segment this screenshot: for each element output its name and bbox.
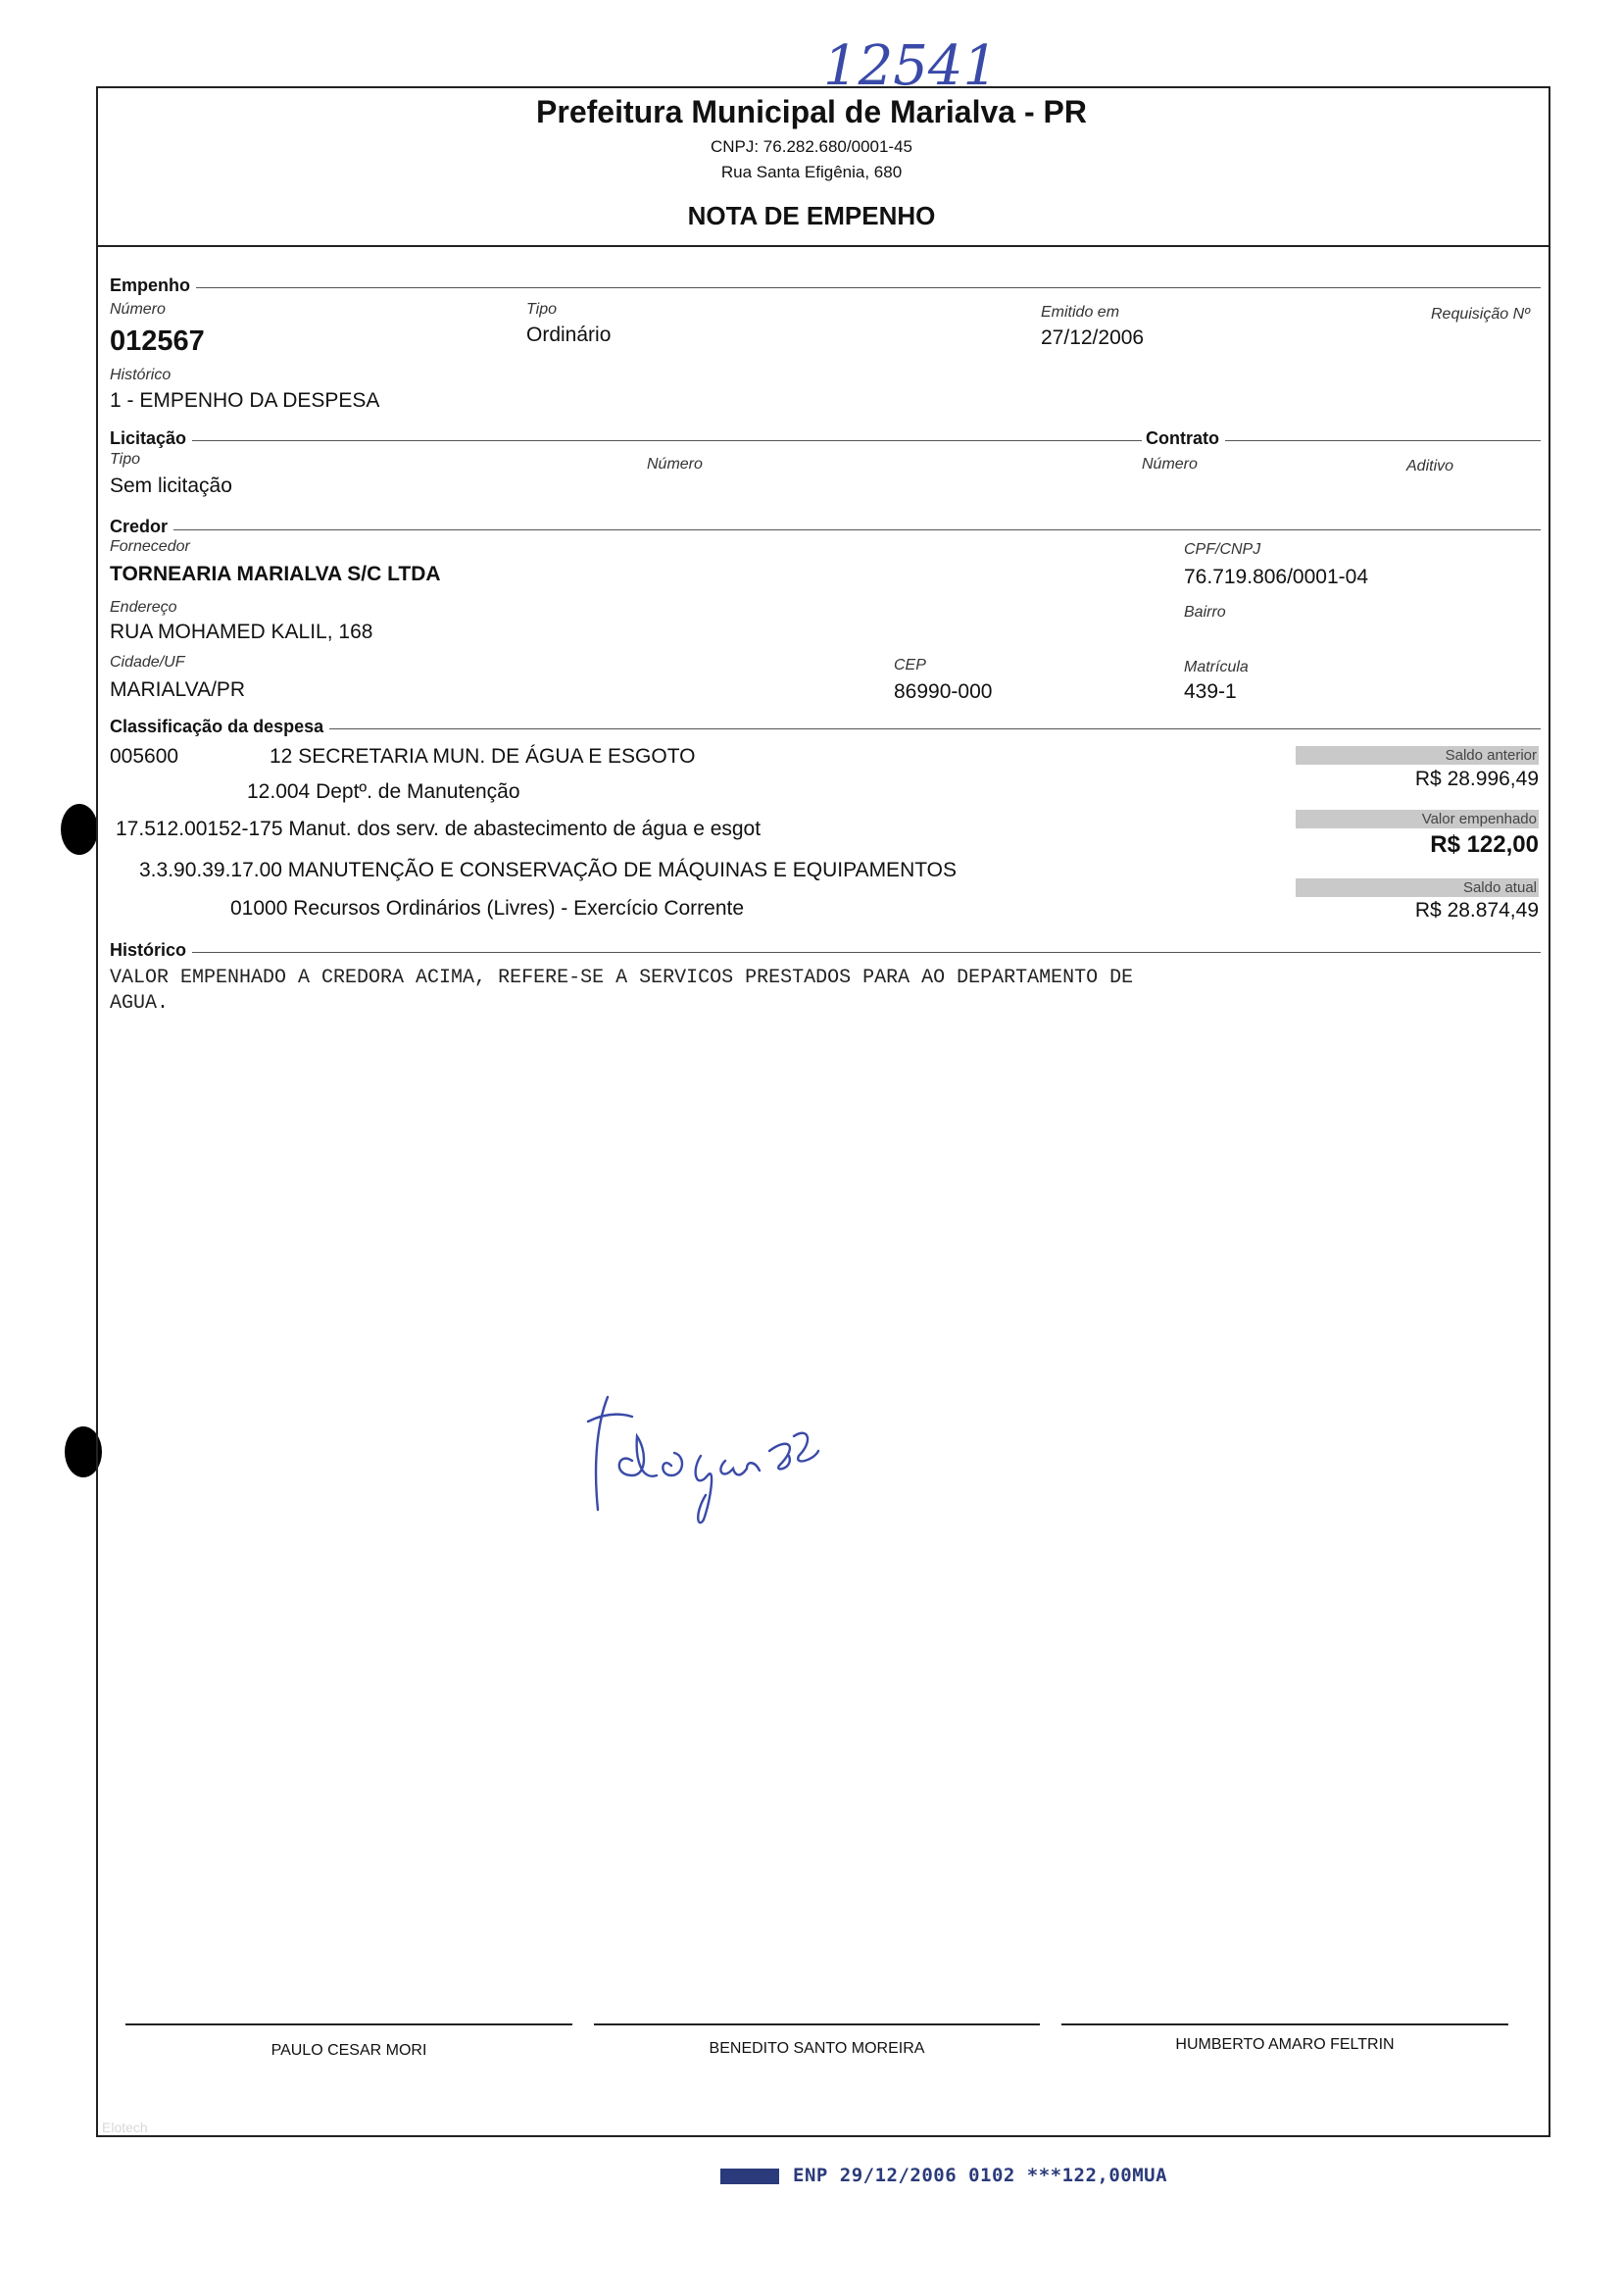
licitacao-rule — [110, 440, 1541, 441]
signature-line-2 — [594, 2023, 1040, 2025]
historico-section-title: Histórico — [110, 940, 192, 961]
punch-hole-top — [61, 804, 98, 855]
handwritten-signature — [578, 1382, 833, 1529]
contrato-aditivo-label: Aditivo — [1406, 458, 1454, 474]
signature-name-3: HUMBERTO AMARO FELTRIN — [1175, 2036, 1395, 2053]
page-title: Prefeitura Municipal de Marialva - PR — [536, 94, 1087, 129]
credor-section-title: Credor — [110, 517, 173, 537]
classificacao-recurso: 01000 Recursos Ordinários (Livres) - Exercício Corrente — [230, 897, 745, 920]
document-title: NOTA DE EMPENHO — [687, 201, 936, 230]
credor-cidade: MARIALVA/PR — [110, 678, 246, 701]
historico-rule — [110, 952, 1541, 953]
header-address: Rua Santa Efigênia, 680 — [720, 163, 903, 181]
classificacao-elemento: 3.3.90.39.17.00 MANUTENÇÃO E CONSERVAÇÃO DE MÁQUINAS E EQUIPAMENTOS — [139, 859, 958, 881]
historico-line-2: AGUA. — [110, 992, 170, 1015]
licitacao-tipo-label: Tipo — [110, 451, 140, 468]
saldo-anterior-label: Saldo anterior — [1296, 746, 1539, 765]
contrato-numero-label: Número — [1142, 456, 1198, 473]
signature-line-1 — [125, 2023, 572, 2025]
empenho-tipo: Ordinário — [526, 324, 612, 346]
empenho-section-title: Empenho — [110, 275, 196, 296]
credor-matricula: 439-1 — [1184, 680, 1237, 703]
credor-cep-label: CEP — [894, 657, 926, 674]
saldo-atual-value: R$ 28.874,49 — [1414, 899, 1539, 922]
classificacao-departamento: 12.004 Deptº. de Manutenção — [247, 780, 520, 803]
bank-stamp — [720, 2165, 1167, 2186]
empenho-emitido: 27/12/2006 — [1041, 326, 1145, 349]
classificacao-secretaria: 12 SECRETARIA MUN. DE ÁGUA E ESGOTO — [270, 745, 696, 768]
credor-bairro-label: Bairro — [1184, 604, 1226, 621]
licitacao-numero-label: Número — [647, 456, 703, 473]
empenho-rule — [110, 287, 1541, 288]
credor-endereco-label: Endereço — [110, 599, 177, 616]
saldo-atual-label: Saldo atual — [1296, 878, 1539, 897]
classificacao-code: 005600 — [110, 745, 179, 768]
empenho-emitido-label: Emitido em — [1041, 304, 1120, 321]
credor-rule — [110, 529, 1541, 530]
signature-line-3 — [1061, 2023, 1508, 2025]
header-cnpj: CNPJ: 76.282.680/0001-45 — [710, 137, 913, 156]
signature-name-2: BENEDITO SANTO MOREIRA — [709, 2040, 925, 2057]
empenho-historico: 1 - EMPENHO DA DESPESA — [110, 389, 380, 412]
valor-empenhado-label: Valor empenhado — [1296, 810, 1539, 828]
credor-cnpj: 76.719.806/0001-04 — [1184, 566, 1369, 588]
signature-name-1: PAULO CESAR MORI — [270, 2042, 427, 2059]
stamp-logo-icon — [720, 2169, 779, 2184]
credor-fornecedor-label: Fornecedor — [110, 538, 190, 555]
empenho-historico-label: Histórico — [110, 367, 172, 383]
empenho-requisicao-label: Requisição Nº — [1431, 306, 1530, 323]
stamp-text: ENP 29/12/2006 0102 ***122,00MUA — [793, 2165, 1168, 2186]
licitacao-section-title: Licitação — [110, 428, 192, 449]
credor-endereco: RUA MOHAMED KALIL, 168 — [110, 621, 373, 643]
classificacao-programa: 17.512.00152-175 Manut. dos serv. de abastecimento de água e esgot — [116, 818, 762, 840]
credor-fornecedor: TORNEARIA MARIALVA S/C LTDA — [110, 563, 441, 585]
credor-cnpj-label: CPF/CNPJ — [1184, 541, 1261, 558]
credor-cidade-label: Cidade/UF — [110, 654, 185, 671]
historico-line-1: VALOR EMPENHADO A CREDORA ACIMA, REFERE-SE A SERVICOS PRESTADOS PARA AO DEPARTAMENTO DE — [110, 967, 1134, 989]
classificacao-section-title: Classificação da despesa — [110, 717, 329, 737]
valor-empenhado-value: R$ 122,00 — [1430, 831, 1539, 858]
empenho-numero: 012567 — [110, 325, 205, 357]
credor-cep: 86990-000 — [894, 680, 993, 703]
licitacao-tipo: Sem licitação — [110, 474, 232, 497]
credor-matricula-label: Matrícula — [1184, 659, 1249, 675]
header-divider — [96, 245, 1550, 247]
empenho-numero-label: Número — [110, 301, 166, 318]
empenho-tipo-label: Tipo — [526, 301, 557, 318]
contrato-section-title: Contrato — [1142, 428, 1225, 449]
saldo-anterior-value: R$ 28.996,49 — [1414, 768, 1539, 790]
software-mark: Elotech — [102, 2120, 148, 2135]
svg-text:12541: 12541 — [823, 34, 999, 96]
